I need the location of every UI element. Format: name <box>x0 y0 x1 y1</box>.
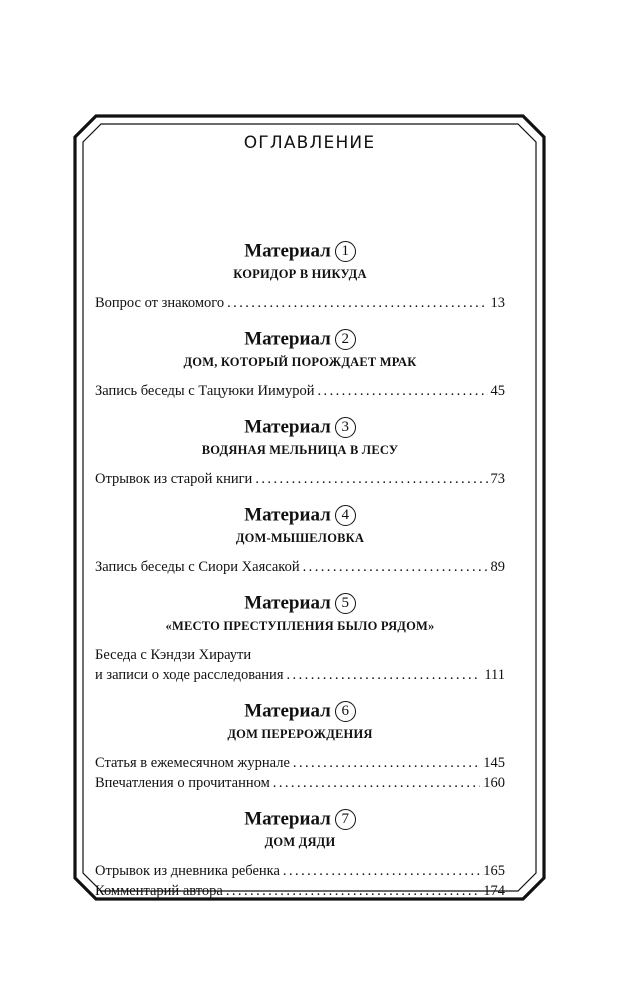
page-number: 45 <box>490 383 505 399</box>
material-subtitle: ДОМ-МЫШЕЛОВКА <box>235 531 365 545</box>
material-subtitle: КОРИДОР В НИКУДА <box>233 267 367 281</box>
toc-entry[interactable] <box>95 665 505 685</box>
entry-label: Запись беседы с Тацуюки Иимурой <box>95 383 315 399</box>
entry-list <box>95 645 505 685</box>
page-number: 111 <box>484 667 505 683</box>
toc-entry[interactable] <box>95 861 505 881</box>
circled-number-1: 1 <box>335 241 356 262</box>
page-number: 160 <box>483 775 505 791</box>
material-section-5 <box>95 590 505 685</box>
circled-number-4: 4 <box>335 505 356 526</box>
dot-leader <box>273 773 480 793</box>
material-label: Материал <box>244 592 331 614</box>
entry-label: Комментарий автора <box>95 883 223 899</box>
entry-list <box>95 861 505 901</box>
toc-entry[interactable] <box>95 469 505 489</box>
material-section-6 <box>95 698 505 793</box>
entry-label: Впечатления о прочитанном <box>95 775 270 791</box>
page-number: 73 <box>490 471 505 487</box>
circled-number-2: 2 <box>335 329 356 350</box>
material-heading <box>95 326 505 352</box>
material-heading <box>95 502 505 528</box>
page-number: 165 <box>483 863 505 879</box>
entry-label: Вопрос от знакомого <box>95 295 225 311</box>
material-subtitle: ВОДЯНАЯ МЕЛЬНИЦА В ЛЕСУ <box>201 443 399 457</box>
entry-label: Отрывок из дневника ребенка <box>95 863 280 879</box>
dot-leader <box>287 665 482 685</box>
entry-list <box>95 293 505 313</box>
page-number: 174 <box>483 883 505 899</box>
dot-leader <box>226 881 480 901</box>
entry-list <box>95 381 505 401</box>
entry-label: Отрывок из старой книги <box>95 471 253 487</box>
circled-number-5: 5 <box>335 593 356 614</box>
material-section-4 <box>95 502 505 577</box>
page-number: 145 <box>483 755 505 771</box>
material-label: Материал <box>244 240 331 262</box>
entry-list <box>95 557 505 577</box>
entry-list <box>95 469 505 489</box>
dot-leader <box>293 753 480 773</box>
material-label: Материал <box>244 504 331 526</box>
circled-number-3: 3 <box>335 417 356 438</box>
toc-entry[interactable] <box>95 293 505 313</box>
material-label: Материал <box>244 416 331 438</box>
circled-number-7: 7 <box>335 809 356 830</box>
material-subtitle: «МЕСТО ПРЕСТУПЛЕНИЯ БЫЛО РЯДОМ» <box>165 619 435 633</box>
material-subtitle: ДОМ, КОТОРЫЙ ПОРОЖДАЕТ МРАК <box>183 355 417 369</box>
entry-list <box>95 753 505 793</box>
material-section-2 <box>95 326 505 401</box>
toc-entry[interactable] <box>95 381 505 401</box>
entry-label: Статья в ежемесячном журнале <box>95 755 290 771</box>
entry-label: и записи о ходе расследования <box>95 667 284 683</box>
circled-number-6: 6 <box>335 701 356 722</box>
toc-entry[interactable] <box>95 881 505 901</box>
material-heading <box>95 806 505 832</box>
material-section-3 <box>95 414 505 489</box>
toc-sections <box>95 238 505 901</box>
toc-entry[interactable] <box>95 557 505 577</box>
material-section-7 <box>95 806 505 901</box>
material-heading <box>95 414 505 440</box>
page-number: 89 <box>490 559 505 575</box>
entry-label-line-1: Беседа с Кэндзи Хираути <box>95 647 252 663</box>
dot-leader <box>227 293 487 313</box>
toc-entry[interactable] <box>95 753 505 773</box>
material-section-1 <box>95 238 505 313</box>
material-label: Материал <box>244 808 331 830</box>
dot-leader <box>283 861 480 881</box>
toc-title: ОГЛАВЛЕНИЕ <box>243 133 376 153</box>
material-heading <box>95 590 505 616</box>
material-subtitle: ДОМ ПЕРЕРОЖДЕНИЯ <box>227 727 373 741</box>
material-subtitle: ДОМ ДЯДИ <box>264 835 336 849</box>
material-label: Материал <box>244 328 331 350</box>
entry-label: Запись беседы с Сиори Хаясакой <box>95 559 300 575</box>
dot-leader <box>303 557 488 577</box>
dot-leader <box>255 469 487 489</box>
material-label: Материал <box>244 700 331 722</box>
material-heading <box>95 238 505 264</box>
toc-entry[interactable] <box>95 773 505 793</box>
material-heading <box>95 698 505 724</box>
dot-leader <box>317 381 487 401</box>
page-number: 13 <box>490 295 505 311</box>
